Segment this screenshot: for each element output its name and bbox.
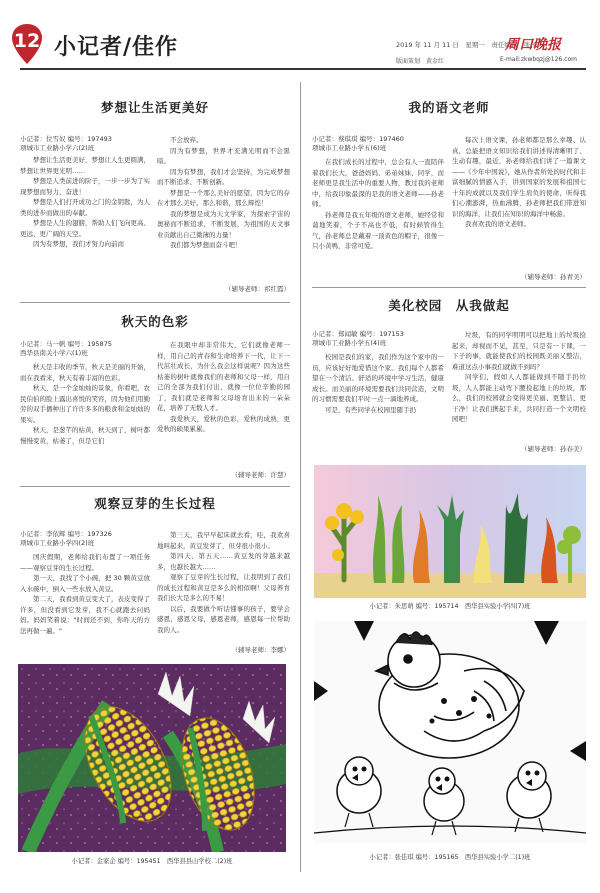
teacher-credit-dream: （辅导老师：祁红霞） bbox=[225, 285, 290, 293]
header-rule bbox=[20, 68, 586, 70]
paragraph: 因为有梦想，我们才会坚持，为完成梦想而不断追求、不断创新。 bbox=[157, 167, 290, 186]
article-title-campus: 美化校园 从我做起 bbox=[388, 298, 510, 313]
paragraph: 我爱秋天，爱秋的色彩，爱秋的成熟，更爱秋的硕果累累。 bbox=[157, 414, 290, 433]
article-body-autumn-col1 bbox=[20, 362, 150, 446]
byline-dream bbox=[20, 135, 150, 153]
paragraph: 可是，有些同学在校园里随手扔 bbox=[325, 405, 416, 414]
byline-campus bbox=[312, 330, 444, 348]
teacher-credit-campus: （辅导老师：孙春美） bbox=[521, 445, 586, 453]
article-title-sprouts: 观察豆芽的生长过程 bbox=[94, 496, 216, 511]
paragraph: 校园是我们的家，我们作为这个家中的一员，应该好好地爱惜这个家。我们每个人都希望在一个清洁、舒适的环境中学习生活，健康成长。而美丽的环境需要我们共同营造，文明的习惯需要我们平时一点一滴地养成。 bbox=[312, 353, 444, 403]
article-title-teacher: 我的语文老师 bbox=[408, 100, 490, 115]
paragraph: 同学们，假如人人都能做到不随手扔垃圾，人人都能主动弯下腰捡起地上的垃圾，那么，我们的校园就会变得更美丽、更整洁、更干净！让我们携起手来，共同打造一个文明校园吧！ bbox=[452, 373, 586, 423]
issue-date: 2019 年 11 月 11 日 星期一 责任编辑 张扬 bbox=[396, 41, 537, 49]
paragraph: 秋天，是葱芊的枯黄，秋天到了，树叶都慢慢变黄，枯萎了，但是它们 bbox=[20, 426, 150, 445]
paragraph: 孙老师是我五年级的语文老师，她经常和蔼地笑着，个子不高也不低，有时候管得生气，孙老师总是戴着一顶黄色的帽子，很像一只小黄鸭，非常可爱。 bbox=[312, 210, 444, 250]
column-divider bbox=[300, 82, 301, 872]
paragraph: 因为有梦想，世界才充满光明而不会黑暗。 bbox=[157, 146, 290, 165]
byline-sprouts bbox=[20, 530, 150, 548]
paragraph: 梦想是人生的翅膀，帮助人们飞向更高、更远、更广阔的天空。 bbox=[20, 219, 150, 238]
byline-reporter: 小记者：李依辉 编号：197326 bbox=[20, 530, 112, 538]
painting-corn bbox=[18, 664, 286, 852]
byline-autumn bbox=[20, 340, 150, 358]
byline-reporter: 小记者：马一帆 编号：195875 bbox=[20, 340, 112, 348]
article-body-campus-col2 bbox=[452, 330, 586, 425]
paragraph: 第一天，我找了个小碗，把 30 颗黄豆放入水碗中，倒入一些水放入黄豆。 bbox=[20, 574, 150, 593]
byline-school: 项城市工业路小学六(2)班 bbox=[20, 144, 95, 152]
article-body-teacher-col1 bbox=[312, 157, 444, 252]
paragraph: 在我们成长的过程中，总会有人一直陪伴着我们长大，爸爸妈妈、弟弟妹妹、同学，而老师更是我生活中的重要人物，教过我的老师中，给我印象最深的是我的语文老师——孙老师。 bbox=[312, 158, 444, 208]
newspaper-logo: 周口晚报 bbox=[505, 37, 561, 53]
article-body-autumn-col2 bbox=[157, 340, 290, 435]
paragraph: 不会放弃。 bbox=[170, 136, 203, 144]
section-title: 小记者/佳作 bbox=[54, 34, 179, 60]
article-title-dream: 梦想让生活更美好 bbox=[100, 100, 209, 115]
paragraph: 第三天，我早早起床就去看，哇，我欢喜地叫起来，黄豆发芽了，但芽很小很小。 bbox=[157, 531, 290, 550]
paragraph: 我的梦想是成为天文学家，为探索宇宙的奥秘而不断追求，不断发展，为祖国的天文事业贡献出自己微薄的力量！ bbox=[157, 209, 290, 239]
byline-school: 项城市工业路小学四(2)班 bbox=[20, 539, 95, 547]
paragraph: 因为有梦想，我们才努力向前而 bbox=[33, 240, 124, 248]
page-number: 12 bbox=[13, 30, 41, 52]
paragraph: 梦想是一个那么美好的愿望，因为它的存在才那么美好。那么和谐，那么辉煌！ bbox=[157, 188, 290, 207]
article-body-sprouts-col1 bbox=[20, 552, 150, 636]
paragraph: 梦想是人类前进的阶子，一步一步为了实现梦想而努力、奋进！ bbox=[20, 177, 150, 196]
paragraph: 第二天，我看到黄豆变大了，表皮变得了许多，但没看到它发芽，我不心就跑去问妈妈。妈妈笑着说："时间还不到，你昨天的方法再做一遍。" bbox=[20, 595, 150, 635]
page-editors: 版面策划 黄金红 bbox=[396, 58, 445, 65]
paragraph: 第四天、第五天……黄豆发的芽越来越多，也越长越大…… bbox=[157, 552, 290, 571]
painting-plants bbox=[314, 465, 586, 598]
paragraph: 梦想是人们打开成功之门的金钥匙，为人类的进步而做出的奉献。 bbox=[20, 198, 150, 217]
section-rule bbox=[20, 302, 290, 303]
byline-school: 西华县南关小学六(1)班 bbox=[20, 349, 88, 357]
painting-caption-plants: 小记者：朱思萌 编号：195714 西华县实验小学四(7)班 bbox=[369, 603, 531, 610]
article-title-autumn: 秋天的色彩 bbox=[121, 314, 189, 329]
teacher-credit-sprouts: （辅导老师：李娜） bbox=[231, 646, 290, 654]
article-body-dream-col1 bbox=[20, 155, 150, 250]
byline-teacher bbox=[312, 135, 444, 153]
paragraph: 在我眼中却非常伟大，它们就像老师一样，用自己的青春和生命培养下一代，让下一代茁壮成长，为什么我会这样说呢？因为这些枯萎的树叶就像我们的老师和父母一样，用自己的全部为我们付出，就像一位位辛勤的园丁，我们就是老师和父母培育出来的一朵朵花，培养了无数人才。 bbox=[157, 341, 290, 412]
byline-reporter: 小记者：蔡琪琪 编号：197460 bbox=[312, 135, 404, 143]
section-rule bbox=[312, 287, 586, 288]
article-body-campus-col1 bbox=[312, 352, 444, 415]
painting-caption-hens: 小记者：张佳琪 编号：195165 西华县实验小学二(1)班 bbox=[369, 854, 531, 861]
paragraph: 每次上语文课，孙老师都是那么幸趣、认真，总能把语文知识给我们讲述得清晰明了、生动有趣，最近，孙老师给我们讲了一篇课文——《少年中国说》，她从作者所处的时代和丰富细腻的情感入手，讲到国家的发展和祖国七十年的成就以及我们学生肩负的使命，听得我们心潮澎湃，热血沸腾，孙老师把我们带进知识的海洋，让我们在知识的海洋中畅游。 bbox=[452, 136, 586, 218]
painting-hens bbox=[314, 621, 586, 843]
paragraph: 我们都为梦想而奋斗吧！ bbox=[170, 241, 242, 249]
paragraph: 以后，我要做个听话懂事的孩子，要学会感恩，感恩父母，感恩老师，感恩每一位帮助我的人。 bbox=[157, 604, 290, 634]
painting-caption-corn: 小记者：金家企 编号：195451 西华县县山学校二(2)班 bbox=[71, 858, 233, 865]
paragraph: 我喜欢我的语文老师。 bbox=[465, 220, 530, 228]
contact-email: E-mail:zkwbqzj@126.com bbox=[500, 56, 577, 63]
teacher-credit-teacher: （辅导老师：孙青美） bbox=[521, 273, 586, 281]
byline-school: 项城市工业路小学五(6)班 bbox=[312, 144, 387, 152]
paragraph: 垃圾，有的同学明明可以把地上的垃圾捡起来，却视而不见，甚至，只是有一下课，一下子的事，就能使我们的校园既美丽又整洁，难道这点小事我们就做不到吗？ bbox=[452, 331, 586, 371]
paragraph: 秋天，是一个金灿灿的景象，你看吧，农民伯伯的脸上露出喜悦的笑容，因为他们用勤劳的双手播种出了许许多多的粮食和金灿灿的果实。 bbox=[20, 384, 150, 424]
paragraph: 梦想让生活更美好，梦想让人生更圆满，梦想让世界更光明…… bbox=[20, 156, 150, 175]
article-body-dream-col2 bbox=[157, 135, 290, 251]
paragraph: 秋天是丰收的季节，秋天是美丽的开始，而在我看来，秋天有着丰富的色彩。 bbox=[20, 363, 150, 382]
teacher-credit-autumn: （辅导老师：许慧） bbox=[231, 471, 290, 479]
paragraph: 国庆假期，老师给我们布置了一项任务——观察豆芽的生长过程。 bbox=[20, 553, 150, 572]
byline-reporter: 小记者：郑闻敏 编号：197153 bbox=[312, 330, 404, 338]
article-body-teacher-col2 bbox=[452, 135, 586, 230]
article-body-sprouts-col2 bbox=[157, 530, 290, 635]
byline-reporter: 小记者：位雪奴 编号：197493 bbox=[20, 135, 112, 143]
byline-school: 项城市工业路小学五(4)班 bbox=[312, 339, 387, 347]
section-rule bbox=[20, 486, 290, 487]
paragraph: 观察了豆芽的生长过程，让我明到了我们的成长过程和黄豆是多么的相似啊！父母养育我们长大是多么的不易！ bbox=[157, 573, 290, 602]
